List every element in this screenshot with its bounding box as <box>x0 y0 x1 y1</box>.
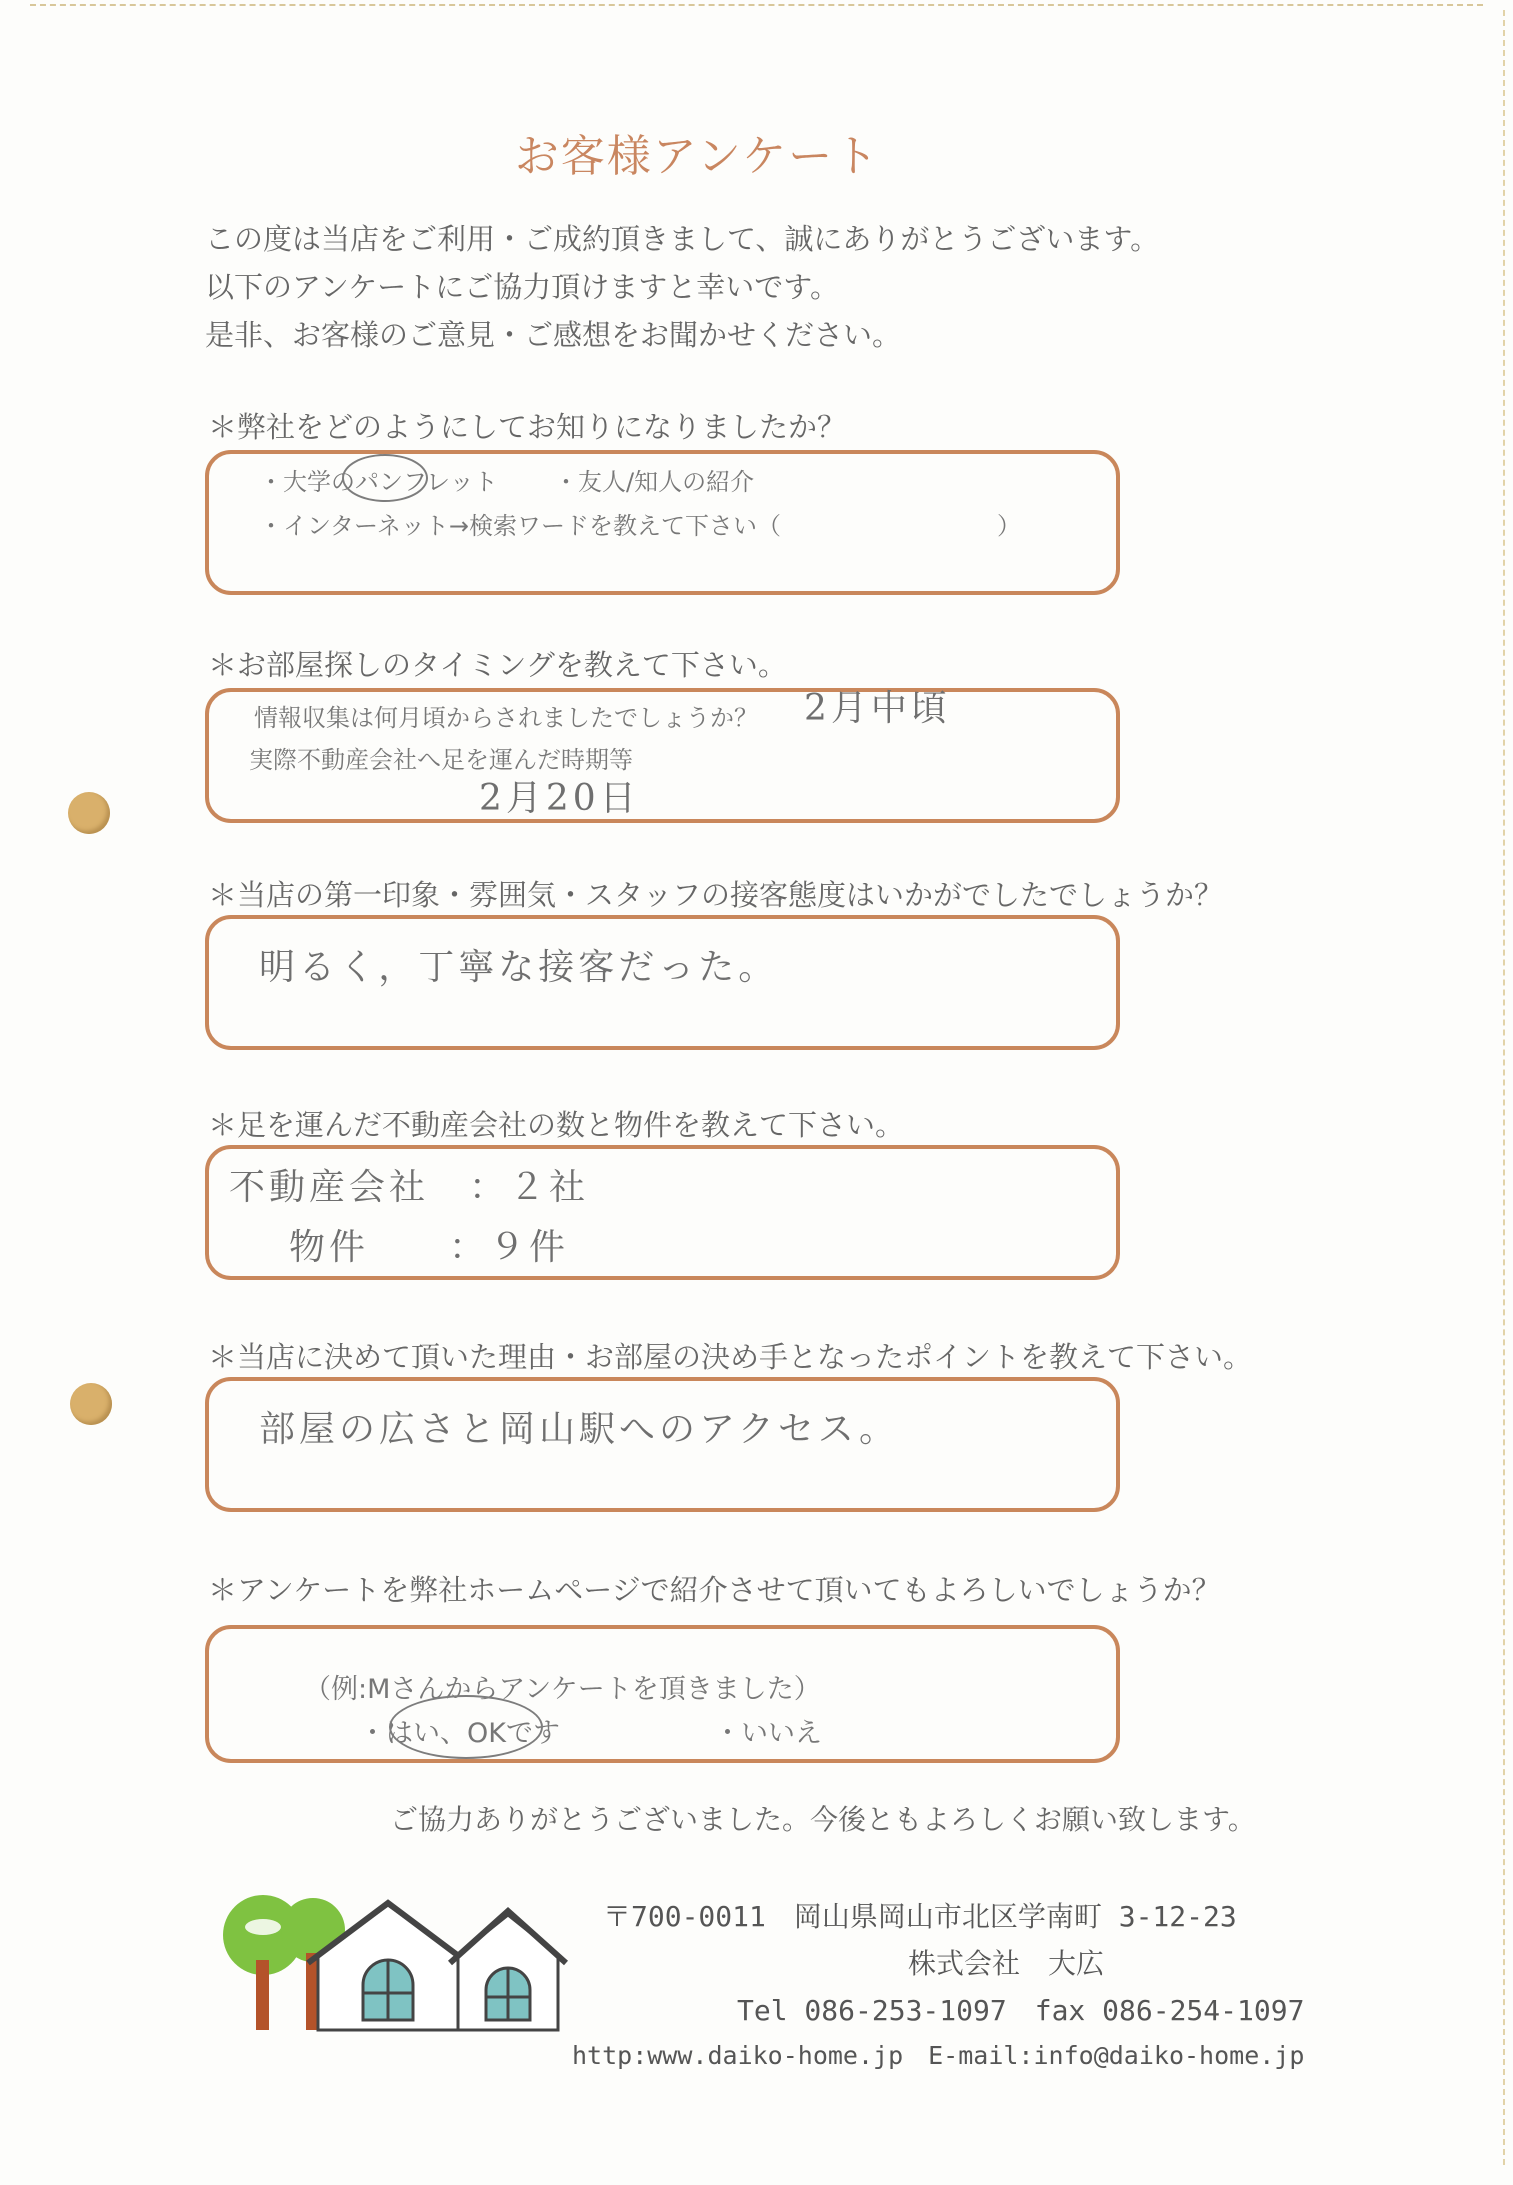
punch-hole-icon <box>68 792 110 834</box>
paper-edge-top <box>30 4 1483 12</box>
answer-box-4 <box>205 1145 1120 1280</box>
house-logo-icon <box>218 1885 578 2035</box>
answer-box-1 <box>205 450 1120 595</box>
page-title: お客様アンケート <box>514 131 881 182</box>
intro-line: 是非、お客様のご意見・ご感想をお聞かせください。 <box>205 318 902 352</box>
closing-thanks: ご協力ありがとうございました。今後ともよろしくお願い致します。 <box>390 1803 1256 1836</box>
answer-box-6 <box>205 1625 1120 1763</box>
question-5: ＊当店に決めて頂いた理由・お部屋の決め手となったポイントを教えて下さい。 <box>208 1340 1253 1374</box>
question-2: ＊お部屋探しのタイミングを教えて下さい。 <box>208 648 787 682</box>
option-friend: ・友人/知人の紹介 <box>554 468 755 496</box>
intro-line: 以下のアンケートにご協力頂けますと幸いです。 <box>205 270 839 304</box>
contact-postal-address: 〒700-0011 岡山県岡山市北区学南町 3-12-23 <box>603 1900 1237 1933</box>
question-1: ＊弊社をどのようにしてお知りになりましたか？ <box>208 410 847 444</box>
option-internet: ・インターネット→検索ワードを教えて下さい（ ） <box>259 512 1021 540</box>
option-no: ・いいえ <box>714 1718 822 1749</box>
example-text: （例:Mさんからアンケートを頂きました） <box>304 1674 821 1705</box>
handwritten-answer-reason: 部屋の広さと岡山駅へのアクセス。 <box>259 1409 900 1450</box>
handwritten-answer-info-start: 2月中頃 <box>804 688 951 729</box>
paper-edge-right <box>1499 10 1505 2165</box>
question-4: ＊足を運んだ不動産会社の数と物件を教えて下さい。 <box>208 1108 905 1142</box>
intro-line: この度は当店をご利用・ご成約頂きまして、誠にありがとうございます。 <box>205 222 1160 256</box>
intro-text <box>205 215 1159 359</box>
option-pamphlet: ・大学のパンフレット <box>259 468 498 496</box>
selection-circle <box>389 1695 543 1759</box>
handwritten-answer-impression: 明るく，丁寧な接客だった。 <box>259 947 779 988</box>
contact-company-name: 株式会社 大広 <box>908 1947 1105 1980</box>
answer-box-3 <box>205 915 1120 1050</box>
handwritten-answer-visit-date: 2月20日 <box>479 778 640 819</box>
contact-phone-fax: Tel 086-253-1097 fax 086-254-1097 <box>737 1994 1305 2027</box>
house-icon <box>450 1911 566 2030</box>
sub-question-info-start: 情報収集は何月頃からされましたでしょうか？ <box>254 704 758 732</box>
punch-hole-icon <box>70 1383 112 1425</box>
handwritten-answer-companies: 不動産会社 ：２社 <box>229 1167 590 1208</box>
handwritten-answer-properties: 物件 ：９件 <box>289 1227 570 1268</box>
answer-box-5 <box>205 1377 1120 1512</box>
sub-question-visit-date: 実際不動産会社へ足を運んだ時期等 <box>249 746 633 774</box>
contact-web-email: http:www.daiko-home.jp E-mail:info@daiko-home.jp <box>572 2041 1305 2070</box>
question-6: ＊アンケートを弊社ホームページで紹介させて頂いてもよろしいでしょうか？ <box>208 1573 1221 1607</box>
selection-circle <box>342 454 428 502</box>
question-3: ＊当店の第一印象・雰囲気・スタッフの接客態度はいかがでしたでしょうか？ <box>208 878 1224 912</box>
option-yes: ・はい、OKです <box>359 1718 560 1749</box>
answer-box-2 <box>205 688 1120 823</box>
